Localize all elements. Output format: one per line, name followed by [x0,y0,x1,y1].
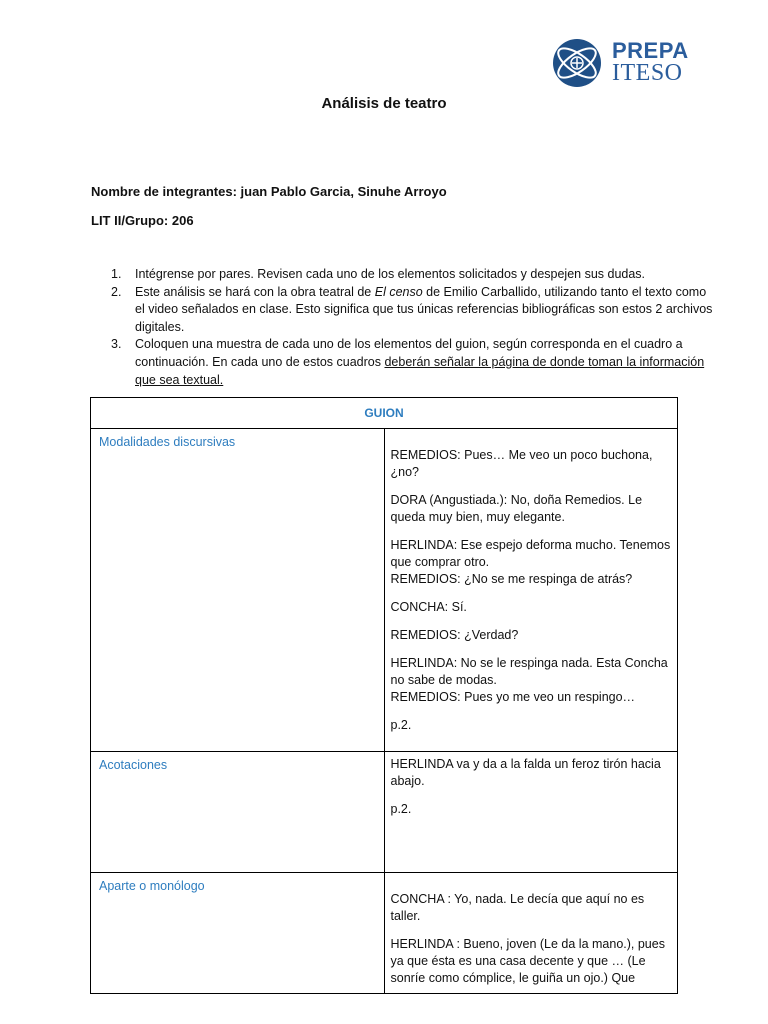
dialogue-line: REMEDIOS: Pues yo me veo un respingo… [390,690,636,704]
row-content [384,873,678,994]
work-title: El censo [374,284,423,299]
logo-text-prepa: PREPA [612,38,689,63]
row-label: Acotaciones [91,752,385,873]
dialogue-line: DORA (Angustiada.): No, doña Remedios. Le queda muy bien, muy elegante. [390,493,643,524]
instruction-emphasis: deberán señalar la página de donde toman la información que sea textual. [135,354,705,387]
instruction-text: Este análisis se hará con la obra teatral de [135,284,375,299]
instruction-item [111,284,715,337]
row-content [384,752,678,873]
instruction-text: de Emilio Carballido, utilizando tanto el texto como el video señalados en clase. Esto significa que tus únicas referencias bibliográficas son estos 2 archivos digitales. [135,284,713,334]
dialogue-line: REMEDIOS: ¿Verdad? [390,628,519,642]
dialogue-line: HERLINDA: No se le respinga nada. Esta Concha no sabe de modas. [390,656,668,687]
table-row [91,429,678,752]
dialogue-line: HERLINDA: Ese espejo deforma mucho. Tenemos que comprar otro. [390,538,671,569]
stage-direction: HERLINDA va y da a la falda un feroz tirón hacia abajo. [390,757,661,788]
dialogue-line: REMEDIOS: Pues… Me veo un poco buchona, ¿no? [390,448,653,479]
table-header: GUION [91,398,678,429]
instruction-number: 1. [111,267,122,281]
row-label: Aparte o monólogo [91,873,385,994]
prepa-iteso-logo [552,38,692,90]
dialogue-line: CONCHA : Yo, nada. Le decía que aquí no es taller. [390,892,645,923]
instruction-item [111,336,715,389]
row-label: Modalidades discursivas [91,429,385,752]
course-group-line: LIT II/Grupo: 206 [91,213,194,228]
row-content [384,429,678,752]
instruction-item [111,266,715,284]
table-row [91,752,678,873]
instruction-text: Coloquen una muestra de cada uno de los elementos del guion, según corresponda en el cuadro a continuación. En cada uno de estos cuadros [135,337,683,369]
instruction-number: 3. [111,337,122,352]
page-title: Análisis de teatro [321,95,447,112]
group-members-line: Nombre de integrantes: juan Pablo Garcia, Sinuhe Arroyo [91,184,447,199]
page-reference: p.2. [390,718,412,732]
dialogue-line: REMEDIOS: ¿No se me respinga de atrás? [390,572,633,586]
instruction-text: Intégrense por pares. Revisen cada uno de los elementos solicitados y despejen sus dudas. [135,267,646,281]
guion-table [90,397,678,994]
table-row [91,873,678,994]
logo-text-iteso: ITESO [612,60,683,86]
dialogue-line: HERLINDA : Bueno, joven (Le da la mano.), pues ya que ésta es una casa decente y que … (Le sonríe como cómplice, le guiña un ojo.) Que [390,937,665,985]
instructions-list [91,266,715,389]
dialogue-line: CONCHA: Sí. [390,600,467,614]
page-reference: p.2. [390,802,412,816]
globe-emblem-icon [552,38,602,88]
instruction-number: 2. [111,284,122,299]
